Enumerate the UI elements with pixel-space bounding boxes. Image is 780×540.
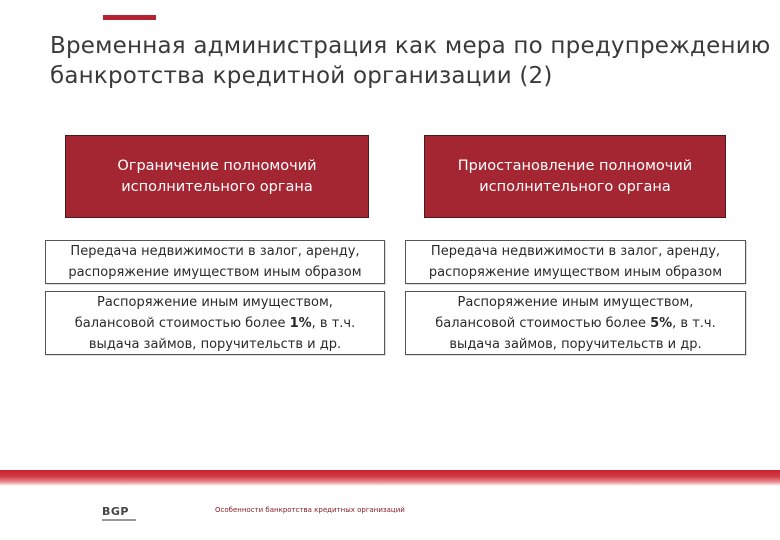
left-header-line-2: исполнительного органа xyxy=(121,178,313,195)
footer-band xyxy=(0,470,780,486)
slide-title-line-1: Временная администрация как мера по предупреждению xyxy=(50,33,771,59)
left-item-real-estate xyxy=(45,240,385,284)
right-item2-text-post: , в т.ч. xyxy=(672,315,716,331)
footer-caption: Особенности банкротства кредитных организаций xyxy=(215,506,405,514)
left-item1-line-1: Передача недвижимости в залог, аренду, xyxy=(70,244,360,259)
left-item2-threshold: 1% xyxy=(289,315,312,331)
left-header-line-1: Ограничение полномочий xyxy=(117,157,317,174)
right-item1-line-1: Передача недвижимости в залог, аренду, xyxy=(430,244,721,259)
left-item2-text-post: , в т.ч. xyxy=(311,315,356,331)
left-header-box xyxy=(65,135,369,218)
right-item2-threshold: 5% xyxy=(650,315,673,331)
right-header-box xyxy=(424,135,726,218)
title-accent-bar xyxy=(103,15,156,20)
right-item2-line-2 xyxy=(435,313,715,334)
left-item1-line-2: распоряжение имуществом иным образом xyxy=(68,265,362,280)
left-item2-line-1: Распоряжение иным имуществом, xyxy=(97,294,333,310)
left-item2-line-3: выдача займов, поручительств и др. xyxy=(88,336,342,352)
logo-underline xyxy=(102,519,136,521)
right-item-other-property xyxy=(405,291,746,355)
right-header-line-1: Приостановление полномочий xyxy=(457,157,693,174)
right-item2-line-1: Распоряжение иным имуществом, xyxy=(457,294,694,310)
slide-title xyxy=(50,31,775,91)
left-item2-line-2 xyxy=(75,313,355,334)
company-logo: BGP xyxy=(102,505,129,518)
left-item2-text-pre: балансовой стоимостью более xyxy=(74,315,290,331)
slide-title-line-2: банкротства кредитной организации (2) xyxy=(50,63,553,89)
right-header-line-2: исполнительного органа xyxy=(479,178,671,195)
right-item2-text-pre: балансовой стоимостью более xyxy=(435,315,651,331)
right-item1-line-2: распоряжение имуществом иным образом xyxy=(428,265,723,280)
right-item2-line-3: выдача займов, поручительств и др. xyxy=(449,336,702,352)
left-item-other-property xyxy=(45,291,385,355)
right-item-real-estate xyxy=(405,240,746,284)
